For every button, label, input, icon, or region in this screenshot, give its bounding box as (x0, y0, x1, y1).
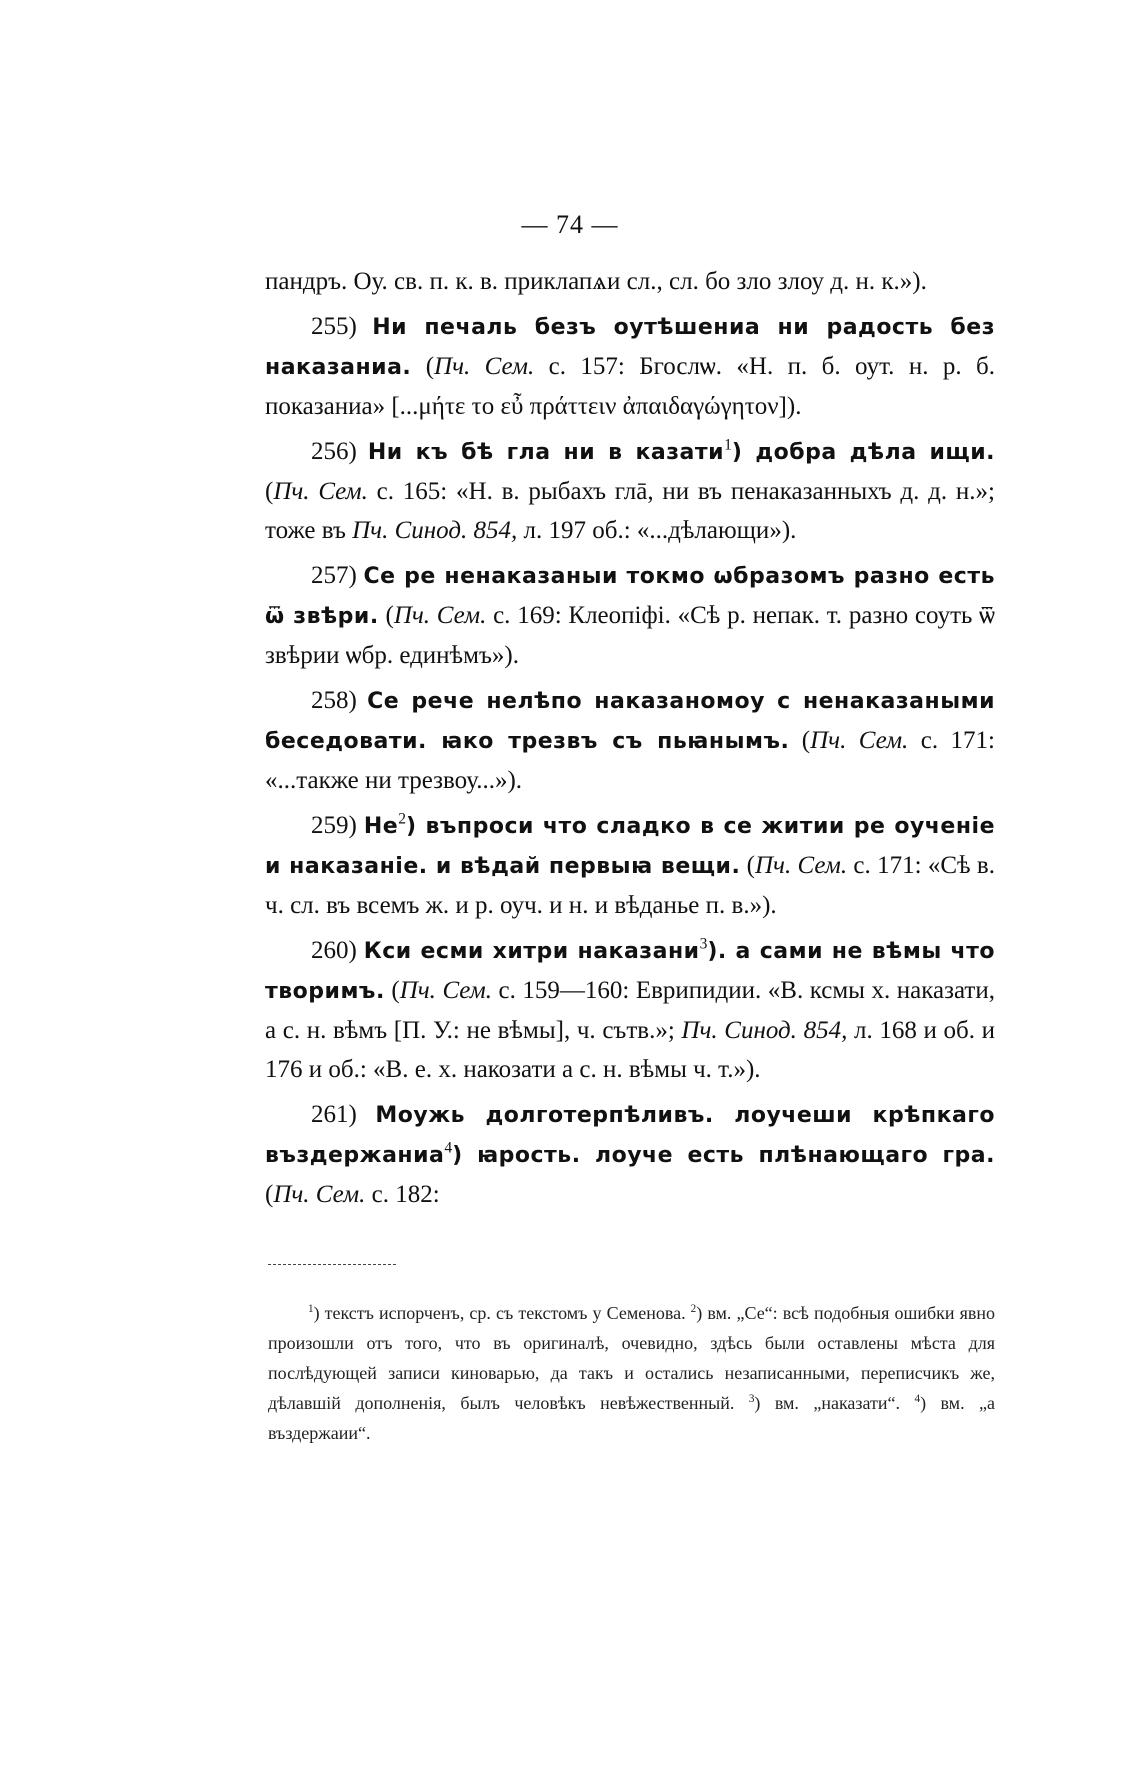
footnote-2: ) вм. „Се“: всѣ подобныя ошибки явно произошли отъ того, что въ оригиналѣ, очевидно, здѣсь были оставлены мѣста для послѣдующей записи киноварью, да такъ и остались незаписанными, переписчикъ же, дѣлавшій дополненія, былъ человѣкъ невѣжественный. (268, 1303, 995, 1413)
entry-256: 256) Ни къ бѣ гла ни в казати$^1$) добра дѣла ищи. (Пч. Сем. с. 165: «Н. в. рыбахъ глā, ни въ пенаказанныхъ д. д. н.»; тоже въ Пч. Синод. 854, л. 197 об.: «...дѣлающи»). (265, 436, 996, 544)
entry-260: 260) Кси есми хитри наказани$^3$). а сами не вѣмы что творимъ. (Пч. Сем. с. 159—160: Еврипидии. «В. ксмы х. наказати, а с. н. вѣмъ [П. У.: не вѣмы], ч. сътв.»; Пч. Синод. 854, л. 168 и об. и 176 и об.: «В. е. х. накозати а с. н. вѣмы ч. т.»). (265, 935, 996, 1083)
footnote-block (268, 1298, 995, 1448)
main-text (265, 262, 995, 1220)
entry-number: 258) (311, 687, 357, 714)
footnote-mark: 3 (748, 1393, 755, 1405)
footnote-3: ) вм. „наказати“. (754, 1393, 915, 1413)
church-slavonic-text: Моужь долготерпѣливъ. лоучеши крѣпкаго въздержаниа (265, 1103, 995, 1168)
footnotes (268, 1298, 995, 1448)
source-ref: Пч. Сем. (273, 1181, 366, 1208)
entry-number: 260) (311, 937, 357, 964)
source-ref: Пч. Сем. (273, 478, 368, 505)
source-ref: Пч. Синод. 854, (681, 1017, 848, 1044)
source-ref: Пч. Сем. (399, 977, 492, 1004)
entry-261: 261) Моужь долготерпѣливъ. лоучеши крѣпкаго въздержаниа$^4$) ꙗрость. лоуче есть плѣнающаго гра. (Пч. Сем. с. 182: (265, 1101, 995, 1208)
source-ref: Пч. Сем. (393, 602, 487, 629)
source-ref: Пч. Сем. (434, 353, 535, 380)
footnote-ref[interactable]: 4 (444, 1139, 453, 1157)
church-slavonic-text: Не (363, 814, 399, 839)
entry-258: 258) Се рече нелѣпо наказаномоу с ненаказаными беседовати. ꙗко трезвъ съ пьꙗнымъ. (Пч. Сем. с. 171: «...также ни трезвоу...»). (265, 687, 996, 794)
entry-number: 261) (311, 1101, 357, 1128)
entry-number: 256) (311, 438, 357, 465)
footnote-ref[interactable]: 2 (398, 810, 406, 828)
entry-255: 255) Ни печаль безъ оутѣшениа ни радость без наказаниа. (Пч. Сем. с. 157: Бгослѡ. «Н. п. б. оут. н. р. б. показаниа» [...μήτε το εὖ πράττειν ἀπαιδαγώγητον]). (265, 313, 995, 420)
church-slavonic-text: Се ре ненаказаныи токмо ѡбразомъ разно есть ѿ звѣри. (265, 564, 995, 629)
entry-number: 259) (311, 812, 357, 839)
source-ref: Пч. Синод. 854, (352, 517, 518, 544)
footnote-1: ) текстъ испорченъ, ср. съ текстомъ у Семенова. (313, 1303, 691, 1323)
source-ref: Пч. Сем. (754, 852, 848, 879)
footnote-mark: 1 (308, 1303, 314, 1315)
footnote-ref[interactable]: 1 (724, 436, 732, 454)
entry-257: 257) Се ре ненаказаныи токмо ѡбразомъ разно есть ѿ звѣри. (Пч. Сем. с. 169: Клеопіфі. «Сѣ р. непак. т. разно соуть ѿ звѣрии ѡбр. единѣмъ»). (265, 562, 995, 669)
church-slavonic-text: Ни къ бѣ гла ни в казати (367, 440, 725, 465)
entry-259: 259) $Не^2$) въпроси что сладко в се житии ре оученіе и наказаніе. и вѣдай первыꙗ вещи. (Пч. Сем. с. 171: «Сѣ в. ч. сл. въ всемъ ж. и р. оуч. и н. и вѣданье п. в.»). (265, 810, 995, 919)
entry-number: 257) (311, 562, 357, 589)
church-slavonic-text: Се рече нелѣпо наказаномоу с ненаказаными беседовати. ꙗко трезвъ съ пьꙗнымъ. (265, 689, 996, 754)
footnote-mark: 4 (914, 1393, 921, 1405)
church-slavonic-text: Кси есми хитри наказани (363, 939, 700, 964)
intro-paragraph: пандръ. Оу. св. п. к. в. приклапѧи сл., сл. бо зло злоу д. н. к.»). (265, 268, 927, 295)
entry-number: 255) (311, 313, 357, 340)
footnote-ref[interactable]: 3 (699, 935, 708, 953)
footnote-4: ) вм. „а въздержаии“. (268, 1393, 995, 1443)
church-slavonic-text: Ни печаль безъ оутѣшениа ни радость без наказаниа. (265, 315, 995, 380)
footnote-mark: 2 (690, 1303, 697, 1315)
footnote-divider (268, 1264, 396, 1265)
source-ref: Пч. Сем. (810, 727, 909, 754)
page-number: — 74 — (521, 210, 619, 239)
